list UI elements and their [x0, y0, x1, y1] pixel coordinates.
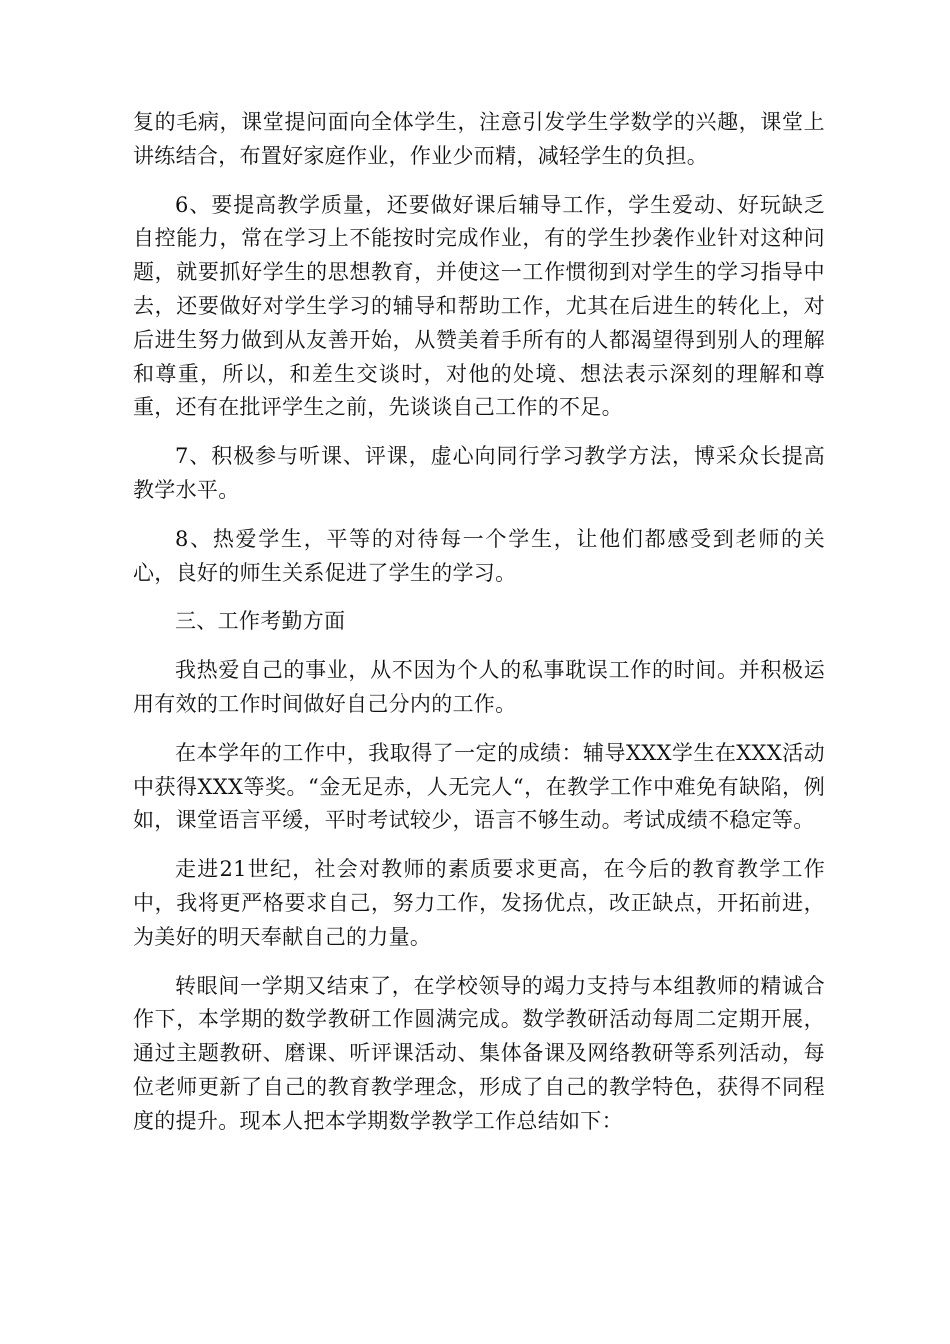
paragraph-future: 走进21世纪，社会对教师的素质要求更高，在今后的教育教学工作中，我将更严格要求自己，努力工作，发扬优点，改正缺点，开拓前进，为美好的明天奉献自己的力量。: [133, 857, 825, 949]
paragraph-achievements: 在本学年的工作中，我取得了一定的成绩：辅导XXX学生在XXX活动中获得XXX等奖。“金无足赤，人无完人“，在教学工作中难免有缺陷，例如，课堂语言平缓，平时考试较少，语言不够生动。考试成绩不稳定等。: [133, 740, 825, 833]
document-body: [133, 106, 825, 1154]
paragraph-item-7: 7、积极参与听课、评课，虚心向同行学习教学方法，博采众长提高教学水平。: [133, 444, 825, 502]
paragraph-semester-summary: 转眼间一学期又结束了，在学校领导的竭力支持与本组教师的精诚合作下，本学期的数学教研工作圆满完成。数学教研活动每周二定期开展，通过主题教研、磨课、听评课活动、集体备课及网络教研等系列活动，每位老师更新了自己的教育教学理念，形成了自己的教学特色，获得不同程度的提升。现本人把本学期数学教学工作总结如下：: [133, 973, 825, 1133]
paragraph-item-8: 8、热爱学生，平等的对待每一个学生，让他们都感受到老师的关心，良好的师生关系促进了学生的学习。: [133, 526, 825, 585]
paragraph-item-6: 6、要提高教学质量，还要做好课后辅导工作，学生爱动、好玩缺乏自控能力，常在学习上不能按时完成作业，有的学生抄袭作业针对这种问题，就要抓好学生的思想教育，并使这一工作惯彻到对学生的学习指导中去，还要做好对学生学习的辅导和帮助工作，尤其在后进生的转化上，对后进生努力做到从友善开始，从赞美着手所有的人都渴望得到别人的理解和尊重，所以，和差生交谈时，对他的处境、想法表示深刻的理解和尊重，还有在批评学生之前，先谈谈自己工作的不足。: [133, 192, 825, 420]
paragraph-attendance: 我热爱自己的事业，从不因为个人的私事耽误工作的时间。并积极运用有效的工作时间做好自己分内的工作。: [133, 658, 825, 716]
paragraph-continuation: 复的毛病，课堂提问面向全体学生，注意引发学生学数学的兴趣，课堂上讲练结合，布置好家庭作业，作业少而精，减轻学生的负担。: [133, 110, 825, 168]
section-heading-attendance: 三、工作考勤方面: [175, 609, 346, 634]
